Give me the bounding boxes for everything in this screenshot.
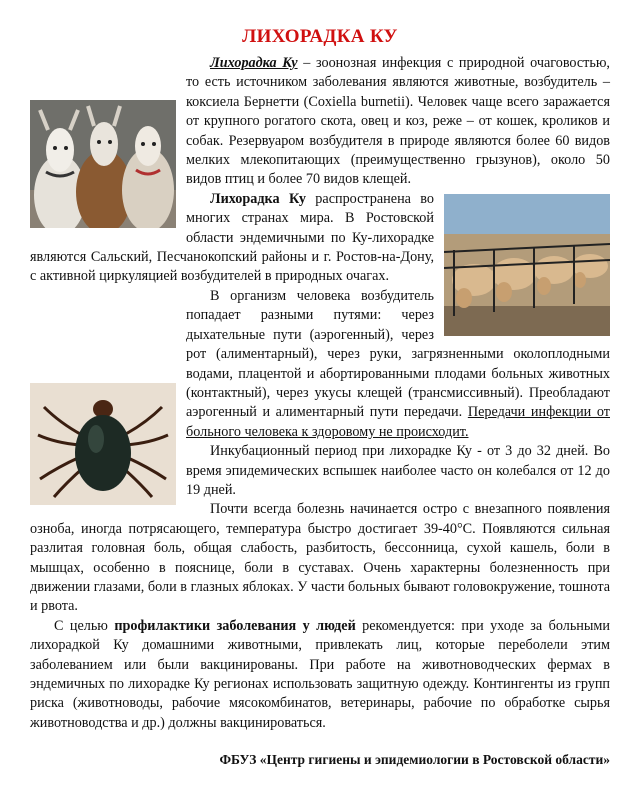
paragraph-incubation-text: Инкубационный период при лихорадке Ку - от 3 до 32 дней. Во время эпидемических вспышек наиболее часто он колебался от 12 до 19 дней. bbox=[186, 443, 610, 498]
prevention-bold: профилактики заболевания у людей bbox=[114, 617, 356, 634]
paragraph-symptoms-text: Почти всегда болезнь начинается остро с внезапного появления озноба, иногда потрясающего, температура быстро достигает 39-40°С. Появляются сильная разлитая головная боль, общая слабость, разбитость, бессонница, сухой кашель, боли в мышцах, особенно в пояснице, боли в суставах. Очень характерны болезненность при движении глазами, боли в глазных яблоках. У части больных бывают головокружение, тошнота и рвота. bbox=[30, 501, 610, 615]
prevention-after: рекомендуется: при уходе за больными лихорадкой Ку домашними животными, привлекать лиц, которые переболели этим заболеванием или были вакцинированы. При работе на животноводческих фермах в эндемичных по лихорадке Ку регионах использовать защитную одежду. Контингенты из групп риска (животноводы, рабочие мясокомбинатов, ветеринары, рабочие по обработке сырья животноводства и др.) должны вакцинироваться. bbox=[30, 617, 610, 731]
document-page bbox=[30, 26, 610, 733]
goats-photo bbox=[30, 100, 176, 228]
term-q-fever-2: Лихорадка Ку bbox=[210, 190, 306, 207]
no-person-transmission: Передачи инфекции от больного человека к здоровому не происходит. bbox=[186, 404, 610, 440]
article-body bbox=[30, 54, 610, 733]
tick-photo bbox=[30, 383, 176, 505]
footer-organization: ФБУЗ «Центр гигиены и эпидемиологии в Ростовской области» bbox=[219, 752, 610, 767]
paragraph-prevention bbox=[30, 617, 610, 733]
page-title: ЛИХОРАДКА КУ bbox=[242, 26, 398, 47]
term-q-fever: Лихорадка Ку bbox=[210, 55, 298, 71]
prevention-before: С целью bbox=[54, 617, 115, 634]
paragraph-intro-text: – зоонозная инфекция с природной очаговостью, то есть источником заболевания являются животные, возбудитель – коксиела Бернетти (Coxiella burnetii). Человек чаще всего заражается от крупного рогатого скота, овец и коз, реже – от кошек, кроликов и собак. Резервуаром возбудителя в природе являются более 60 видов мелких млекопитающих (преимущественно грызунов), около 50 видов птиц и более 70 видов клещей. bbox=[186, 55, 610, 188]
paragraph-transmission-text: В организм человека возбудитель попадает разными путями: через дыхательные пути (аэрогенный), через рот (алиментарный), через руки, загрязненными околоплодными водами, плацентой и абортированными плодами больных животных (контактный), через укусы клещей (трансмиссивный). Преобладают аэрогенный и алиментарный пути передачи. bbox=[186, 287, 610, 421]
paragraph-distribution-text: распространена во многих странах мира. В Ростовской области эндемичными по Ку-лихорадке являются Сальский, Песчанокопский районы и г. Ростов-на-Дону, с активной циркуляцией возбудителей в природных очагах. bbox=[30, 190, 434, 285]
paragraph-symptoms bbox=[30, 500, 610, 616]
cattle-photo bbox=[444, 194, 610, 336]
